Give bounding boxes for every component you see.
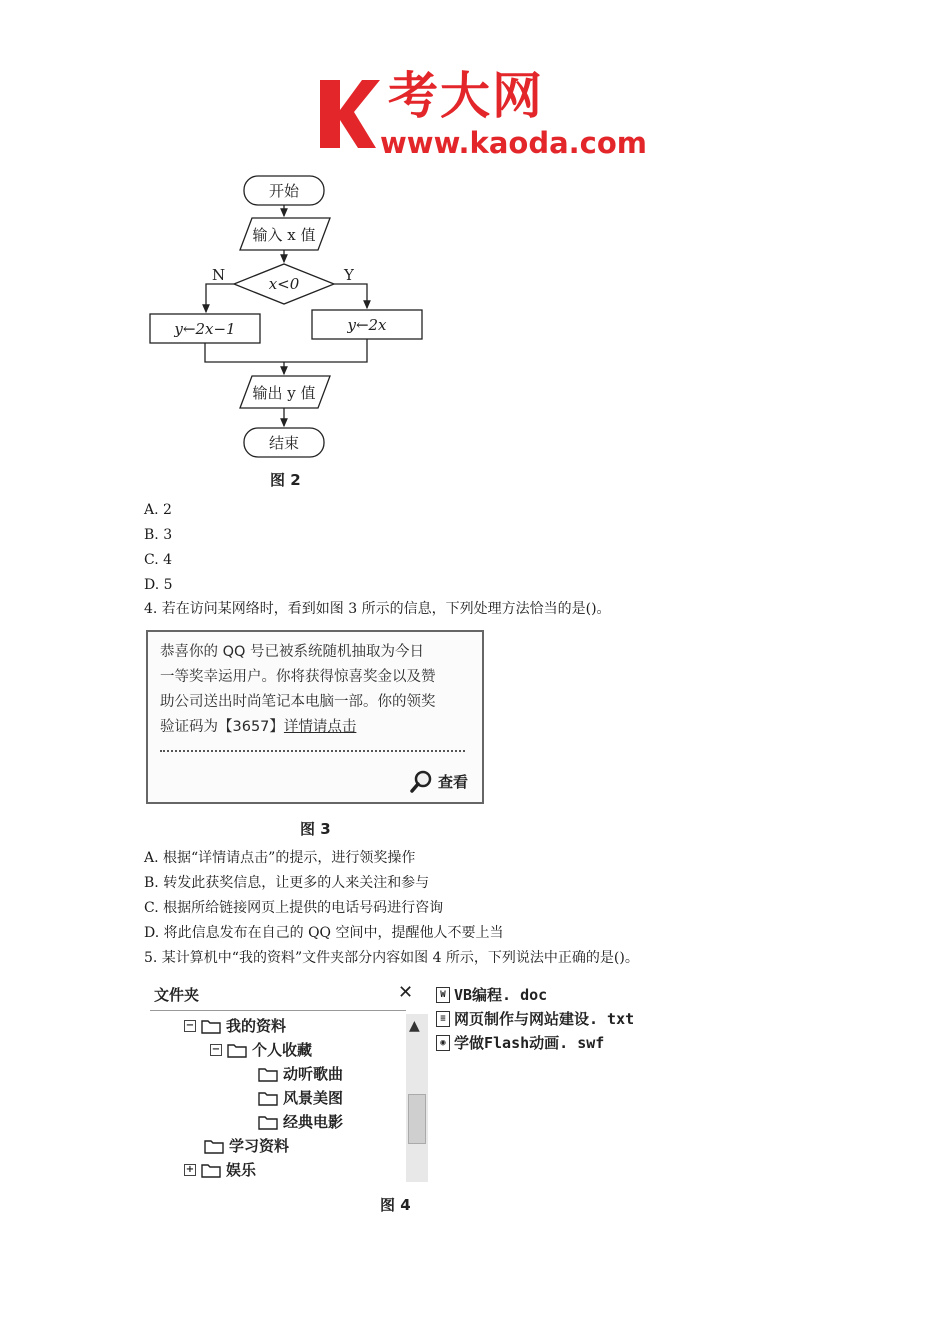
popup-details-link[interactable]: 详情请点击 [283, 719, 357, 735]
collapse-icon[interactable]: − [211, 1043, 221, 1055]
collapse-icon[interactable]: − [185, 1019, 195, 1031]
flow-start-text: 开始 [268, 182, 300, 200]
text-file-icon: ≡ [436, 1011, 450, 1027]
pane-divider [150, 1010, 406, 1011]
logo-url: www.kaoda.com [380, 126, 647, 160]
qq-scam-popup [146, 630, 484, 804]
figure-3-caption: 图 3 [300, 820, 331, 838]
flow-right-assign-text: y←2x [347, 316, 387, 334]
popup-dotted-divider [160, 750, 465, 752]
tree-item-personal[interactable] [210, 1039, 312, 1060]
popup-line-1: 恭喜你的 QQ 号已被系统随机抽取为今日 [160, 644, 425, 660]
folder-icon [201, 1018, 221, 1034]
tree-item-my-data[interactable] [184, 1015, 286, 1036]
popup-line-3: 助公司送出时尚笔记本电脑一部。你的领奖 [160, 694, 436, 710]
popup-verify-code: 验证码为【3657】 [160, 719, 284, 735]
q5-stem: 5. 某计算机中“我的资料”文件夹部分内容如图 4 所示，下列说法中正确的是()。 [144, 950, 639, 966]
magnifier-icon [410, 769, 434, 793]
tree-label: 学习资料 [229, 1137, 290, 1155]
view-button-label: 查看 [437, 772, 468, 791]
tree-item-movies[interactable] [258, 1111, 343, 1132]
close-icon[interactable]: ✕ [398, 982, 414, 1003]
tree-label: 娱乐 [226, 1161, 257, 1179]
q3-option-c: C. 4 [144, 552, 173, 568]
flow-output-text: 输出 y 值 [252, 384, 316, 402]
folder-pane-title: 文件夹 [154, 986, 200, 1004]
view-button[interactable] [410, 766, 468, 796]
tree-label: 我的资料 [226, 1017, 287, 1035]
figure-4-caption: 图 4 [380, 1196, 411, 1214]
tree-item-fun[interactable] [184, 1159, 256, 1180]
file-name: 网页制作与网站建设. txt [454, 1010, 635, 1028]
tree-item-study[interactable] [204, 1135, 289, 1156]
flash-file-icon: ◉ [436, 1035, 450, 1051]
flow-no-label: N [212, 266, 226, 284]
flow-end-text: 结束 [268, 434, 300, 452]
popup-message [160, 640, 478, 740]
popup-line-4 [160, 715, 478, 740]
popup-line-2: 一等奖幸运用户。你将获得惊喜奖金以及赞 [160, 669, 436, 685]
q3-option-d: D. 5 [144, 577, 173, 593]
tree-label: 个人收藏 [252, 1041, 313, 1059]
expand-icon[interactable]: + [185, 1163, 195, 1175]
folder-icon [204, 1138, 224, 1154]
tree-item-scenery[interactable] [258, 1087, 343, 1108]
flow-left-assign-text: y←2x−1 [174, 320, 236, 338]
folder-pane [150, 982, 430, 1182]
q4-option-c: C. 根据所给链接网页上提供的电话号码进行咨询 [144, 900, 444, 916]
q3-option-b: B. 3 [144, 527, 173, 543]
kaoda-logo-mark [318, 76, 382, 152]
tree-label: 风景美图 [283, 1089, 344, 1107]
tree-label: 经典电影 [283, 1113, 344, 1131]
flow-input-text: 输入 x 值 [252, 226, 316, 244]
q4-option-d: D. 将此信息发布在自己的 QQ 空间中，提醒他人不要上当 [144, 925, 504, 941]
folder-icon [201, 1162, 221, 1178]
file-name: VB编程. doc [454, 986, 548, 1004]
tree-label: 动听歌曲 [283, 1065, 344, 1083]
logo-chinese-name: 考大网 [388, 67, 544, 125]
q3-option-a: A. 2 [144, 502, 172, 518]
file-item-vb[interactable] [436, 984, 547, 1005]
tree-scrollbar[interactable] [406, 1014, 428, 1182]
q4-option-b: B. 转发此获奖信息，让更多的人来关注和参与 [144, 875, 430, 891]
flow-yes-label: Y [344, 266, 354, 284]
file-item-web[interactable] [436, 1008, 634, 1029]
folder-icon [258, 1066, 278, 1082]
figure-2-caption: 图 2 [270, 471, 301, 489]
scroll-thumb[interactable] [408, 1094, 426, 1144]
tree-item-songs[interactable] [258, 1063, 343, 1084]
flow-condition-text: x<0 [268, 275, 300, 293]
word-doc-icon: W [436, 987, 450, 1003]
folder-icon [258, 1090, 278, 1106]
file-item-flash[interactable] [436, 1032, 604, 1053]
folder-icon [227, 1042, 247, 1058]
q4-option-a: A. 根据“详情请点击”的提示，进行领奖操作 [144, 850, 416, 866]
q4-stem: 4. 若在访问某网络时，看到如图 3 所示的信息，下列处理方法恰当的是()。 [144, 601, 611, 617]
scroll-up-icon[interactable]: ▲ [409, 1018, 420, 1034]
folder-icon [258, 1114, 278, 1130]
file-name: 学做Flash动画. swf [454, 1034, 605, 1052]
flowchart-figure-2 [140, 168, 440, 468]
